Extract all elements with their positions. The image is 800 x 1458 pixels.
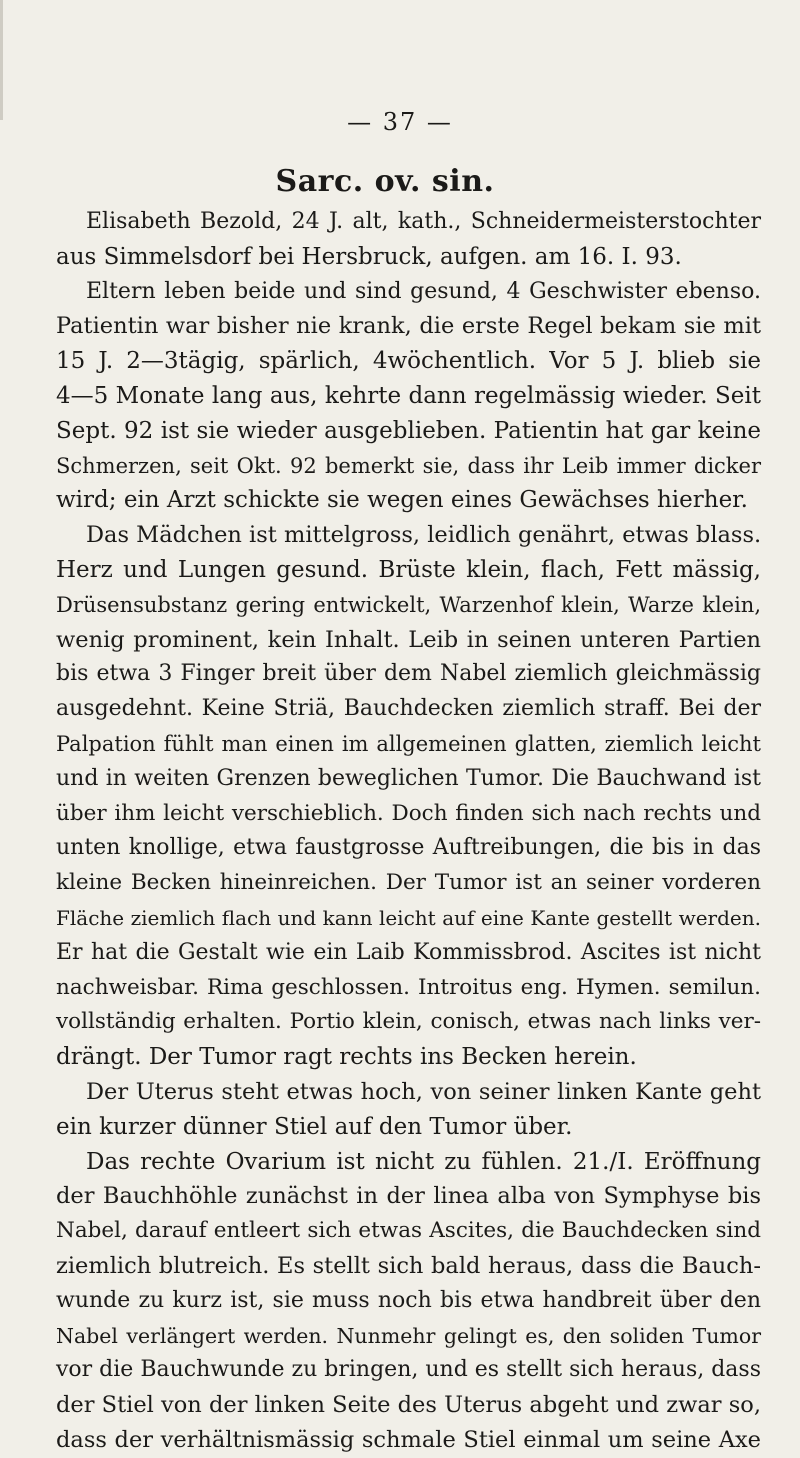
text-line: Palpation fühlt man einen im allgemeinen glatten, ziemlich leicht [56,731,761,756]
text-line: bis etwa 3 Finger breit über dem Nabel ziemlich gleichmässig [56,661,761,687]
text-line: Der Uterus steht etwas hoch, von seiner linken Kante geht [86,1078,761,1105]
text-line: dass der verhältnismässig schmale Stiel einmal um seine Axe [56,1426,761,1453]
text-line: unten knollige, etwa faustgrosse Auftreibungen, die bis in das [56,835,761,861]
text-line: 4—5 Monate lang aus, kehrte dann regelmässig wieder. Seit [56,382,761,409]
text-line: über ihm leicht verschieblich. Doch finden sich nach rechts und [56,800,761,826]
text-line: der Bauchhöhle zunächst in der linea alba von Symphyse bis [56,1183,761,1210]
page-number: — 37 — [347,108,453,136]
text-line: Sept. 92 ist sie wieder ausgeblieben. Patientin hat gar keine [56,417,761,444]
text-line: vollständig erhalten. Portio klein, conisch, etwas nach links ver- [56,1009,761,1035]
text-line: wunde zu kurz ist, sie muss noch bis etwa handbreit über den [56,1287,761,1313]
section-heading: Sarc. ov. sin. [275,164,495,199]
text-line: Elisabeth Bezold, 24 J. alt, kath., Schneidermeisterstochter [86,209,761,234]
text-line: Schmerzen, seit Okt. 92 bemerkt sie, dass ihr Leib immer dicker [56,453,761,478]
text-line: Patientin war bisher nie krank, die erste Regel bekam sie mit [56,313,761,340]
page-edge [0,0,3,120]
text-line: Nabel, darauf entleert sich etwas Ascites, die Bauchdecken sind [56,1218,761,1244]
text-line: Das rechte Ovarium ist nicht zu fühlen. 21./I. Eröffnung [86,1148,761,1175]
text-line: drängt. Der Tumor ragt rechts ins Becken herein. [56,1044,637,1071]
text-line: ein kurzer dünner Stiel auf den Tumor über. [56,1113,573,1140]
text-line: Nabel verlängert werden. Nunmehr gelingt es, den soliden Tumor [56,1323,761,1348]
body-text [56,205,761,1458]
text-line: Das Mädchen ist mittelgross, leidlich genährt, etwas blass. [86,522,762,549]
text-line: aus Simmelsdorf bei Hersbruck, aufgen. am 16. I. 93. [56,243,682,270]
text-line: der Stiel von der linken Seite des Uterus abgeht und zwar so, [56,1392,761,1419]
text-line: vor die Bauchwunde zu bringen, und es stellt sich heraus, dass [56,1357,761,1383]
text-line: Fläche ziemlich flach und kann leicht auf eine Kante gestellt werden. [56,905,761,930]
text-line: kleine Becken hineinreichen. Der Tumor ist an seiner vorderen [56,870,761,896]
text-line: Herz und Lungen gesund. Brüste klein, flach, Fett mässig, [56,556,761,583]
text-line: Er hat die Gestalt wie ein Laib Kommissbrod. Ascites ist nicht [56,939,761,965]
text-line: 15 J. 2—3tägig, spärlich, 4wöchentlich. Vor 5 J. blieb sie [56,348,761,375]
text-line: Eltern leben beide und sind gesund, 4 Geschwister ebenso. [86,278,761,304]
text-line: Drüsensubstanz gering entwickelt, Warzenhof klein, Warze klein, [56,592,761,617]
text-line: wenig prominent, kein Inhalt. Leib in seinen unteren Partien [56,626,761,653]
text-line: ausgedehnt. Keine Striä, Bauchdecken ziemlich straff. Bei der [56,696,761,722]
text-line: nachweisbar. Rima geschlossen. Introitus eng. Hymen. semilun. [56,974,761,1000]
text-line: ziemlich blutreich. Es stellt sich bald heraus, dass die Bauch- [56,1252,761,1279]
text-line: wird; ein Arzt schickte sie wegen eines Gewächses hierher. [56,487,748,514]
text-line: und in weiten Grenzen beweglichen Tumor. Die Bauchwand ist [56,765,761,791]
